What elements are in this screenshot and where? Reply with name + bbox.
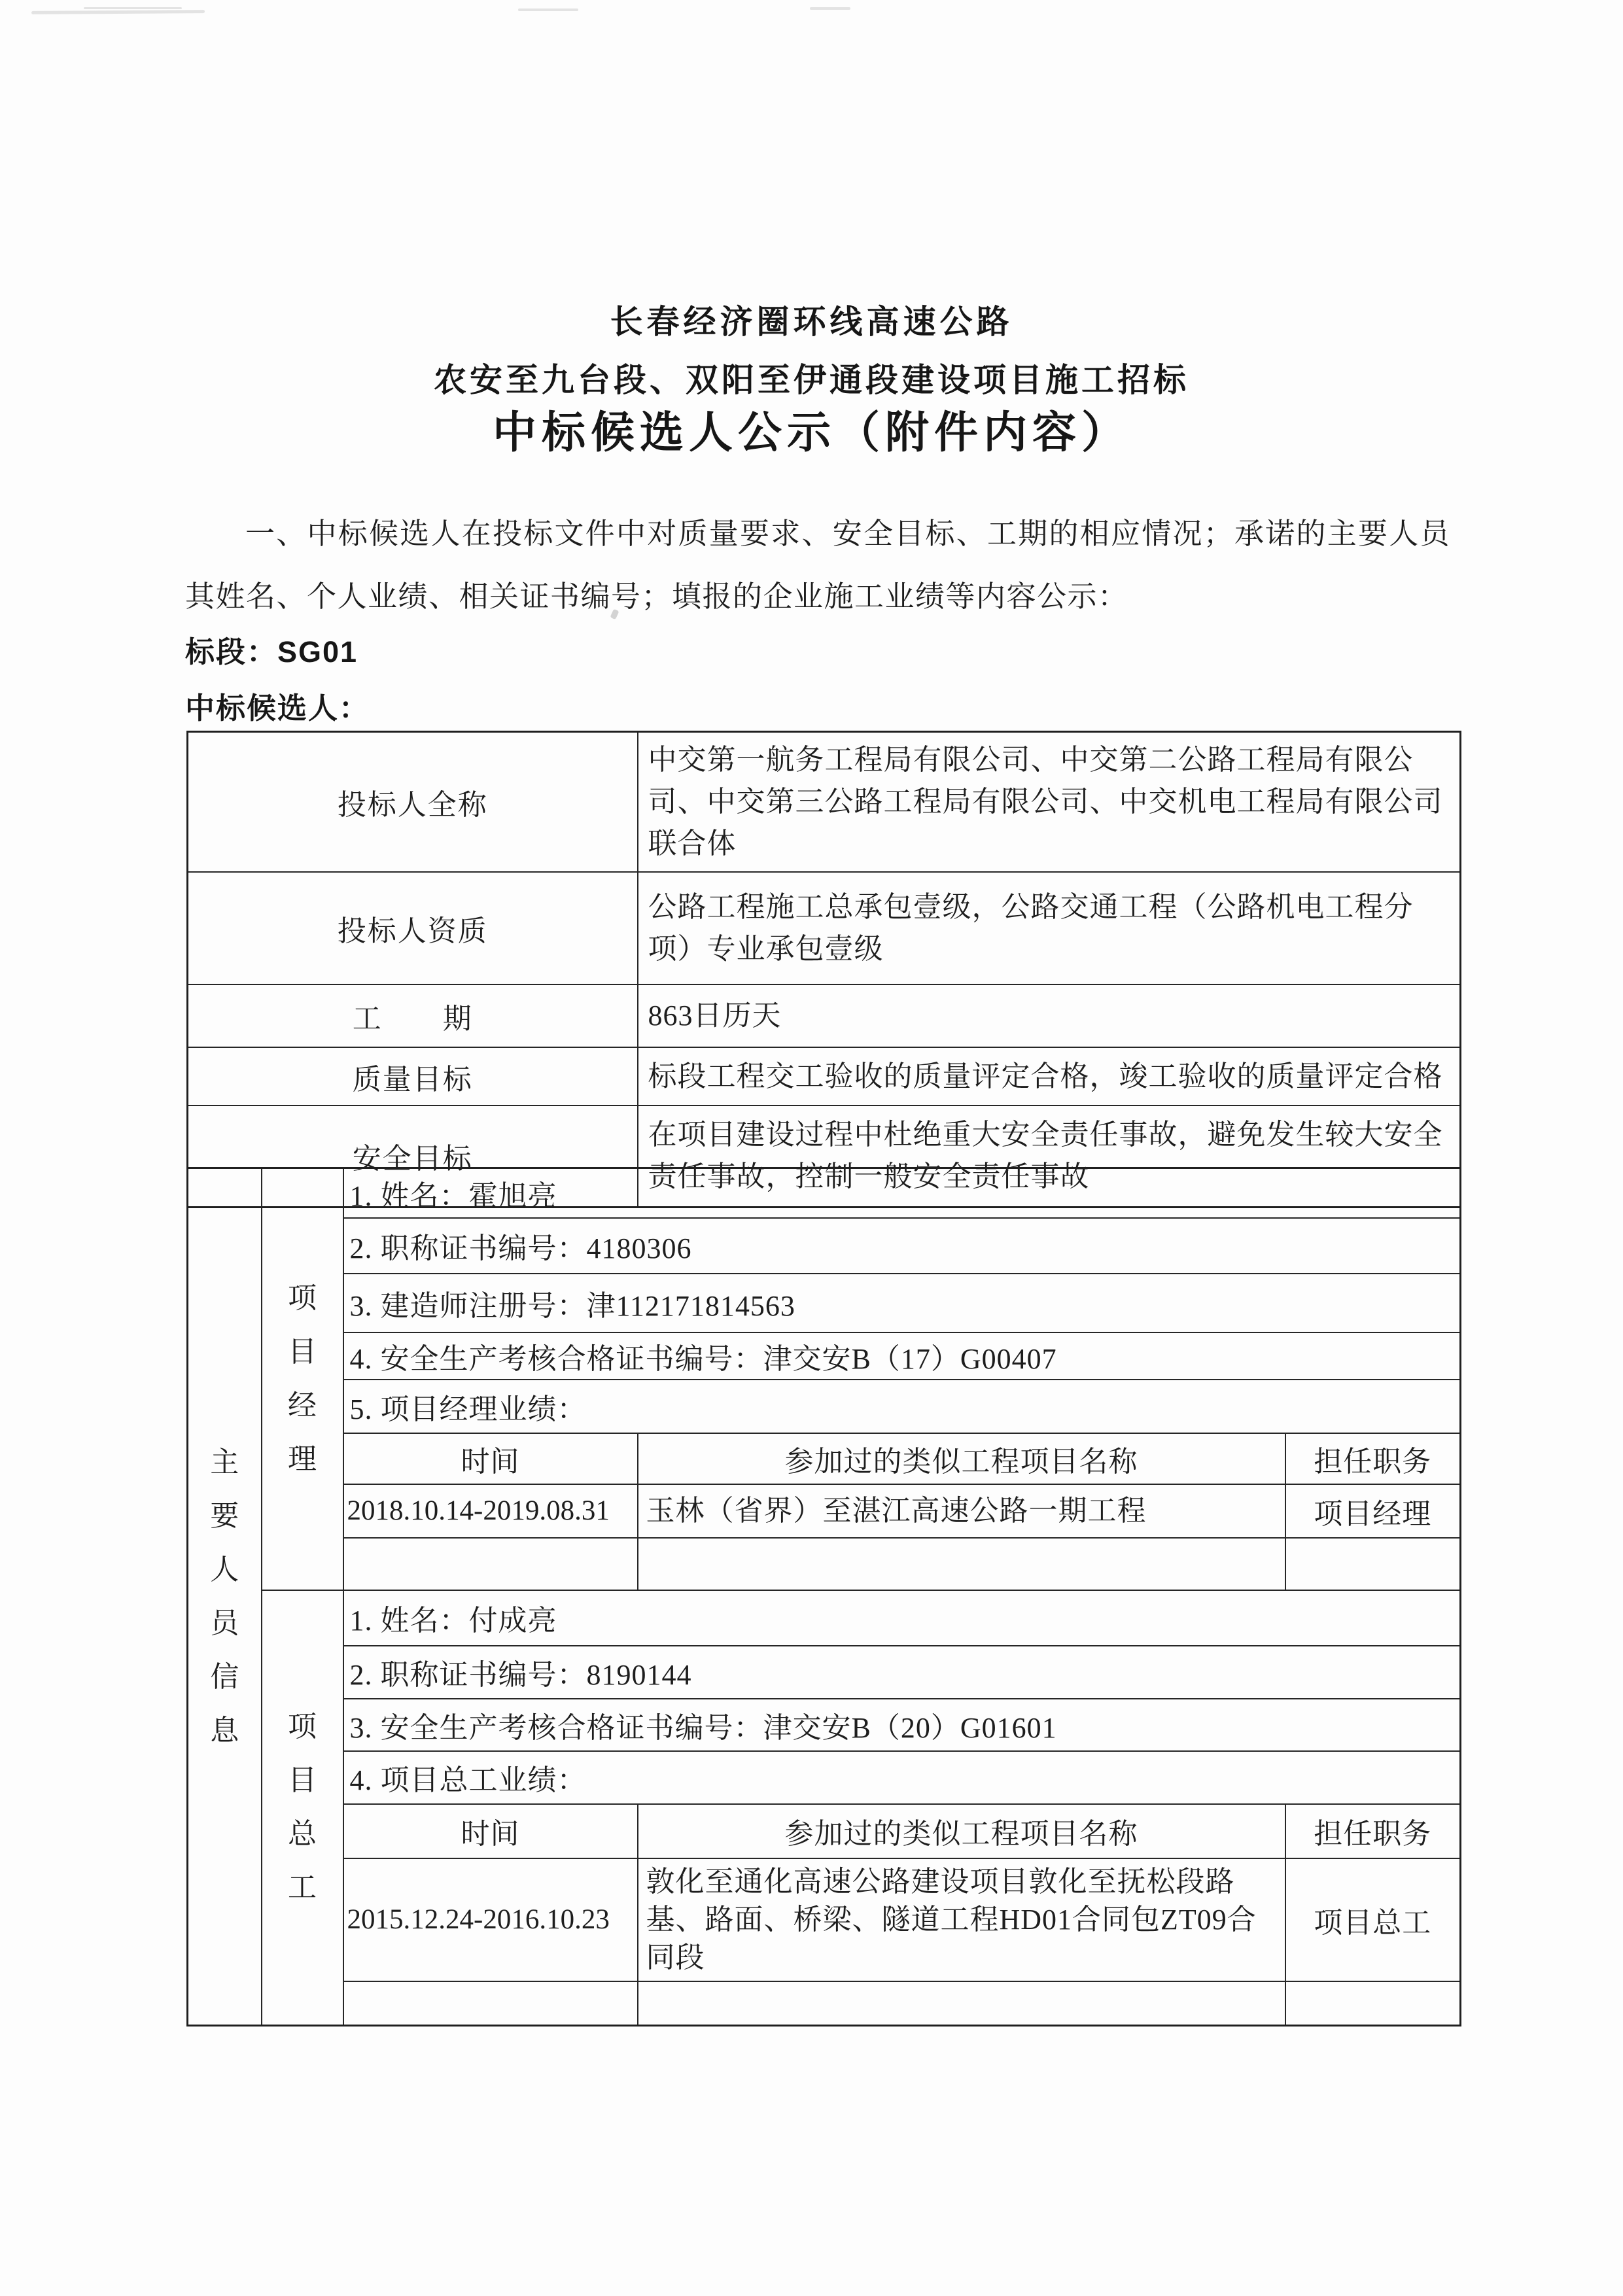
pm-exp-role: 项目经理 xyxy=(1285,1484,1461,1538)
pm-experience-caption: 5. 项目经理业绩： xyxy=(343,1380,1461,1433)
ce-exp-project: 敦化至通化高速公路建设项目敦化至抚松段路基、路面、桥梁、隧道工程HD01合同包ZT09合同段 xyxy=(638,1858,1285,1981)
intro-paragraph: 一、中标候选人在投标文件中对质量要求、安全目标、工期的相应情况；承诺的主要人员其姓名、个人业绩、相关证书编号；填报的企业施工业绩等内容公示： xyxy=(185,517,1450,613)
pm-exp-header-role: 担任职务 xyxy=(1285,1433,1461,1484)
table-row xyxy=(188,1538,1461,1590)
ce-experience-caption: 4. 项目总工业绩： xyxy=(343,1751,1461,1804)
table-row xyxy=(188,1047,1461,1105)
pm-exp-project-empty xyxy=(638,1538,1285,1590)
project-title-line-2: 农安至九台段、双阳至伊通段建设项目施工招标 xyxy=(434,362,1189,398)
table-row xyxy=(188,1380,1461,1433)
table-row xyxy=(188,1981,1461,2026)
personnel-group-label-text: 主要人员信息 xyxy=(210,1446,239,1747)
table-row xyxy=(188,1646,1461,1699)
personnel-group-label xyxy=(188,1168,262,2026)
duration-value: 863日历天 xyxy=(638,984,1461,1047)
pm-exp-time: 2018.10.14-2019.08.31 xyxy=(343,1484,638,1538)
pm-safety-cert-no: 4. 安全生产考核合格证书编号：津交安B（17）G00407 xyxy=(343,1332,1461,1380)
bidder-qualification-value: 公路工程施工总承包壹级，公路交通工程（公路机电工程分项）专业承包壹级 xyxy=(638,872,1461,984)
announcement-title: 中标候选人公示（附件内容） xyxy=(493,408,1130,457)
bidder-qualification-label: 投标人资质 xyxy=(188,872,638,984)
table-row xyxy=(188,1484,1461,1538)
scan-artifact xyxy=(518,9,578,11)
safety-goal-label: 安全目标 xyxy=(188,1105,638,1207)
table-row xyxy=(188,1274,1461,1332)
ce-exp-header-project: 参加过的类似工程项目名称 xyxy=(638,1804,1285,1858)
project-title-line-1: 长春经济圈环线高速公路 xyxy=(610,304,1013,340)
bid-summary-table xyxy=(186,731,1461,1208)
scan-artifact xyxy=(84,7,182,9)
table-row xyxy=(188,1168,1461,1218)
scan-artifact xyxy=(810,7,850,10)
ce-safety-cert-no: 3. 安全生产考核合格证书编号：津交安B（20）G01601 xyxy=(343,1699,1461,1751)
pm-title-cert-no: 2. 职称证书编号：4180306 xyxy=(343,1218,1461,1274)
table-row xyxy=(188,872,1461,984)
pm-name: 1. 姓名：霍旭亮 xyxy=(343,1168,1461,1218)
role-label-project-manager-text: 项目经理 xyxy=(288,1282,317,1476)
table-row xyxy=(188,1751,1461,1804)
pm-exp-header-project: 参加过的类似工程项目名称 xyxy=(638,1433,1285,1484)
role-label-chief-engineer xyxy=(262,1590,343,2026)
quality-goal-label: 质量目标 xyxy=(188,1047,638,1105)
duration-label: 工 期 xyxy=(188,984,638,1047)
table-row xyxy=(188,1218,1461,1274)
ce-exp-role-empty xyxy=(1285,1981,1461,2026)
table-row xyxy=(188,1332,1461,1380)
pm-exp-header-time: 时间 xyxy=(343,1433,638,1484)
table-header-row xyxy=(188,1433,1461,1484)
table-row xyxy=(188,984,1461,1047)
safety-goal-value: 在项目建设过程中杜绝重大安全责任事故，避免发生较大安全责任事故，控制一般安全责任事故 xyxy=(638,1105,1461,1207)
scan-artifact xyxy=(31,10,205,14)
pm-exp-project: 玉林（省界）至湛江高速公路一期工程 xyxy=(638,1484,1285,1538)
ce-name: 1. 姓名：付成亮 xyxy=(343,1590,1461,1646)
pm-exp-time-empty xyxy=(343,1538,638,1590)
ce-exp-time: 2015.12.24-2016.10.23 xyxy=(343,1858,638,1981)
ce-exp-header-role: 担任职务 xyxy=(1285,1804,1461,1858)
key-personnel-table xyxy=(186,1167,1461,2026)
role-label-chief-engineer-text: 项目总工 xyxy=(288,1711,317,1904)
table-header-row xyxy=(188,1804,1461,1858)
candidate-label: 中标候选人： xyxy=(185,691,370,725)
pm-exp-role-empty xyxy=(1285,1538,1461,1590)
bidder-name-label: 投标人全称 xyxy=(188,732,638,873)
ce-exp-time-empty xyxy=(343,1981,638,2026)
table-row xyxy=(188,732,1461,873)
ce-exp-header-time: 时间 xyxy=(343,1804,638,1858)
table-row xyxy=(188,1699,1461,1751)
role-label-project-manager xyxy=(262,1168,343,1590)
bidder-name-value: 中交第一航务工程局有限公司、中交第二公路工程局有限公司、中交第三公路工程局有限公司、中交机电工程局有限公司联合体 xyxy=(638,732,1461,873)
ce-exp-project-empty xyxy=(638,1981,1285,2026)
ce-exp-role: 项目总工 xyxy=(1285,1858,1461,1981)
pm-builder-reg-no: 3. 建造师注册号：津112171814563 xyxy=(343,1274,1461,1332)
table-row xyxy=(188,1858,1461,1981)
table-row xyxy=(188,1590,1461,1646)
quality-goal-value: 标段工程交工验收的质量评定合格，竣工验收的质量评定合格 xyxy=(638,1047,1461,1105)
ce-title-cert-no: 2. 职称证书编号：8190144 xyxy=(343,1646,1461,1699)
lot-label: 标段：SG01 xyxy=(185,635,358,669)
